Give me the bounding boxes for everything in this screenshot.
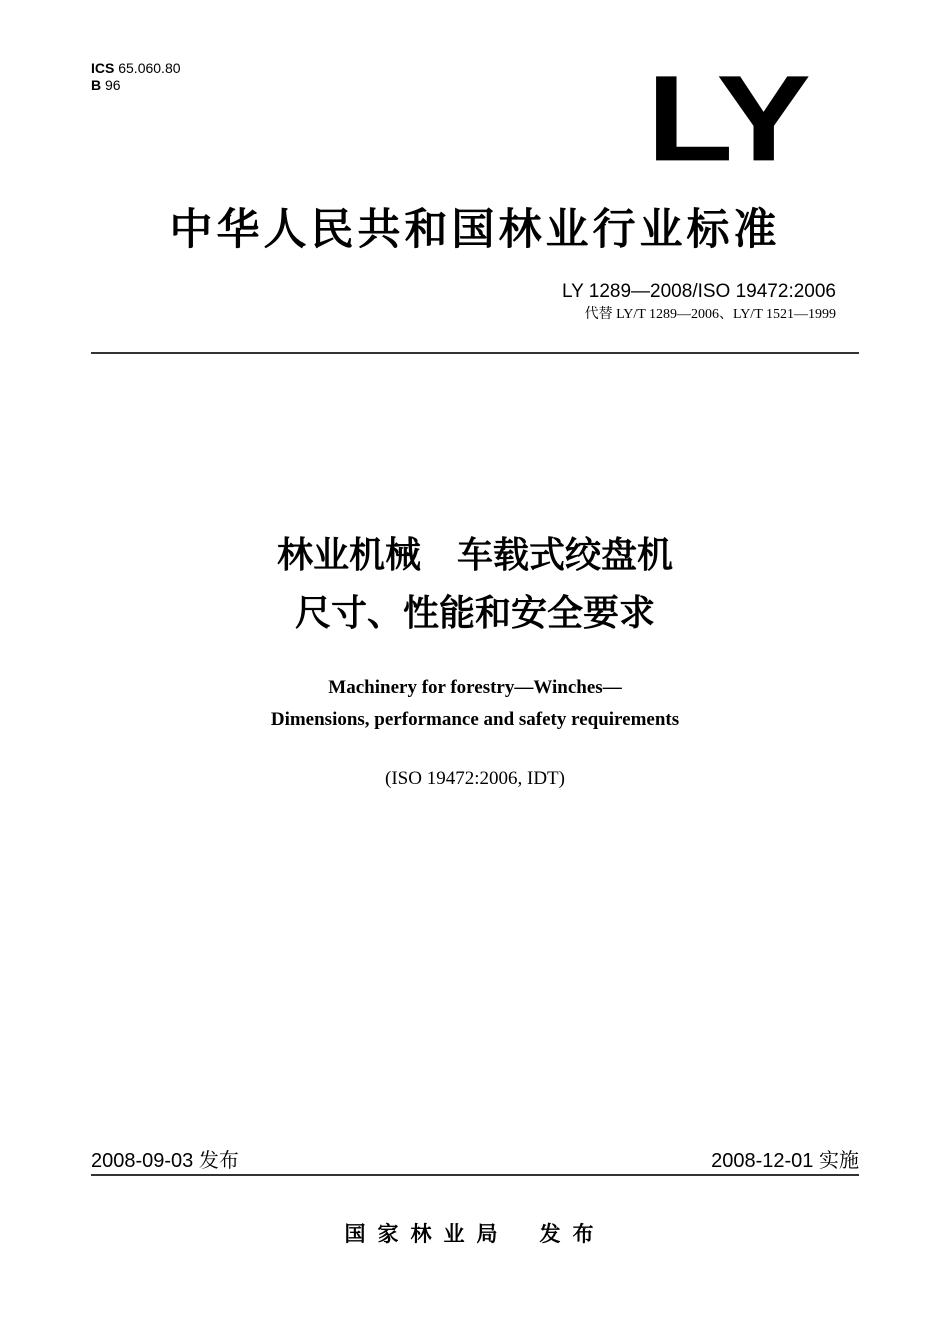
bottom-divider (91, 1174, 859, 1176)
standard-number: LY 1289—2008/ISO 19472:2006 (562, 281, 836, 302)
title-en-line1: Machinery for forestry—Winches— (328, 677, 622, 698)
title-cn-line2: 尺寸、性能和安全要求 (294, 593, 655, 634)
ccs-line (91, 77, 181, 94)
classification-codes (91, 60, 181, 94)
top-divider (91, 352, 859, 354)
ics-line (91, 60, 181, 77)
organization-title: 中华人民共和国林业行业标准 (169, 205, 781, 255)
publisher-action: 发布 (539, 1222, 606, 1246)
title-en-line2: Dimensions, performance and safety requirements (270, 709, 680, 730)
title-cn-line1: 林业机械 车载式绞盘机 (276, 535, 673, 576)
ccs-label: B (91, 77, 102, 93)
publisher-line (0, 1218, 950, 1248)
implement-date: 2008-12-01 实施 (711, 1150, 859, 1172)
ly-logo: LY (646, 50, 807, 188)
publisher-org: 国家林业局 (344, 1222, 510, 1246)
ccs-code: 96 (105, 77, 121, 93)
issue-date: 2008-09-03 发布 (91, 1150, 239, 1172)
ics-code: 65.060.80 (118, 60, 181, 76)
replaces-note: 代替 LY/T 1289—2006、LY/T 1521—1999 (584, 307, 836, 322)
ics-label: ICS (91, 60, 115, 76)
adoption-note: (ISO 19472:2006, IDT) (385, 768, 565, 789)
